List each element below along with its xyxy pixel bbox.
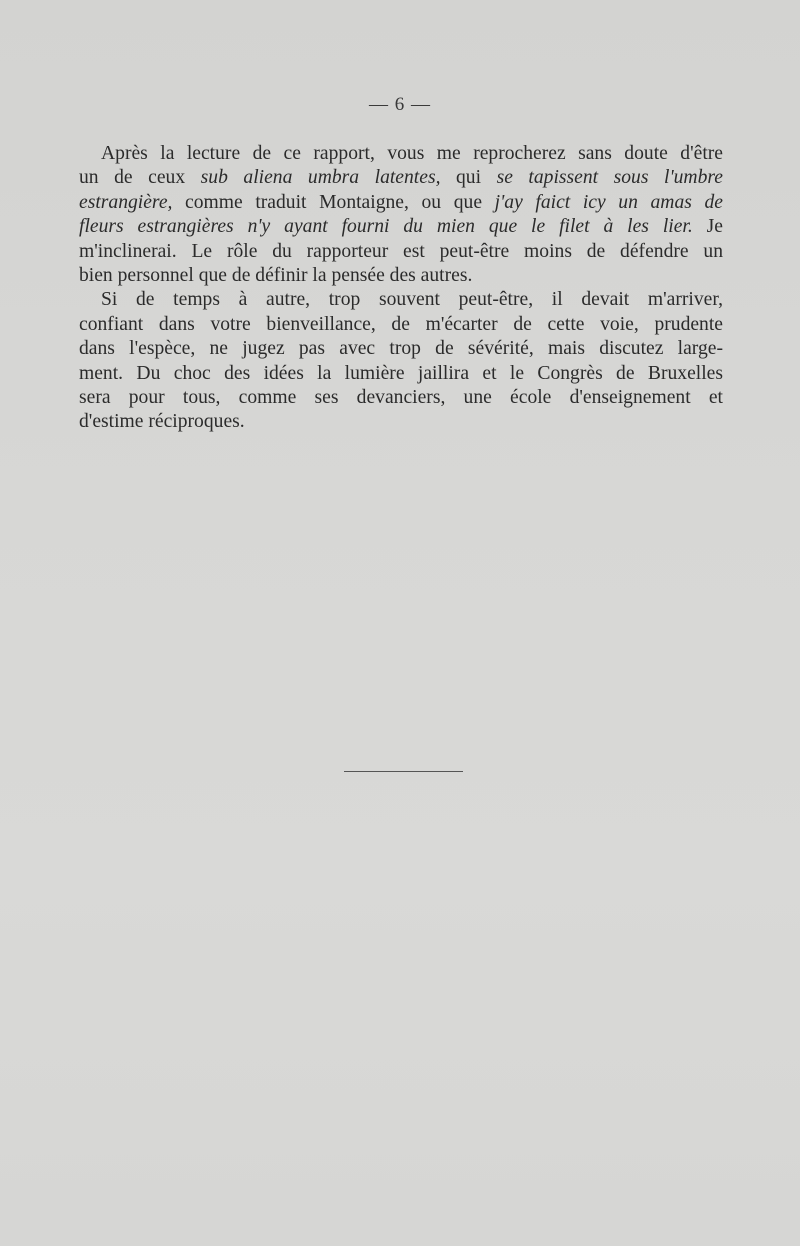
text-run: comme traduit Montaigne, ou que	[172, 191, 495, 213]
text-run: un de ceux	[79, 167, 201, 189]
text-run: qui	[440, 167, 497, 189]
paragraph-2-line-5: sera pour tous, comme ses devanciers, une école d'enseignement et	[79, 386, 723, 408]
paragraph-2-line-3: dans l'espèce, ne jugez pas avec trop de sévérité, mais discutez large-	[79, 338, 723, 360]
latin-quote: sub aliena umbra latentes,	[200, 167, 441, 189]
paragraph-1-line-1: Après la lecture de ce rapport, vous me reprocherez sans doute d'être	[101, 143, 723, 164]
paragraph-2-line-2: confiant dans votre bienveillance, de m'écarter de cette voie, prudente	[79, 313, 723, 335]
paragraph-2-line-4: ment. Du choc des idées la lumière jaillira et le Congrès de Bruxelles	[79, 362, 723, 384]
paragraph-1-line-6: bien personnel que de définir la pensée des autres.	[79, 264, 473, 286]
paragraph-1-line-5: m'inclinerai. Le rôle du rapporteur est peut-être moins de défendre un	[79, 240, 723, 262]
french-quote: estrangière,	[79, 191, 173, 213]
montaigne-quote: fleurs estrangières n'y ayant fourni du mien que le filet à les lier.	[79, 216, 693, 238]
paragraph-2-line-6: d'estime réciproques.	[79, 411, 245, 433]
paragraph-2	[79, 288, 723, 434]
paragraph-1-line-4	[79, 215, 723, 239]
french-quote: se tapissent sous l'umbre	[496, 167, 723, 189]
paragraph-1	[79, 142, 723, 288]
montaigne-quote: j'ay faict icy un amas de	[494, 191, 723, 213]
paragraph-1-line-2	[79, 166, 723, 190]
page-number: — 6 —	[369, 94, 431, 115]
paragraph-2-line-1: Si de temps à autre, trop souvent peut-être, il devait m'arriver,	[101, 289, 723, 311]
paragraph-1-line-3	[79, 191, 723, 215]
text-run: Je	[692, 216, 723, 238]
section-end-rule	[344, 771, 463, 772]
body-text	[79, 142, 723, 435]
